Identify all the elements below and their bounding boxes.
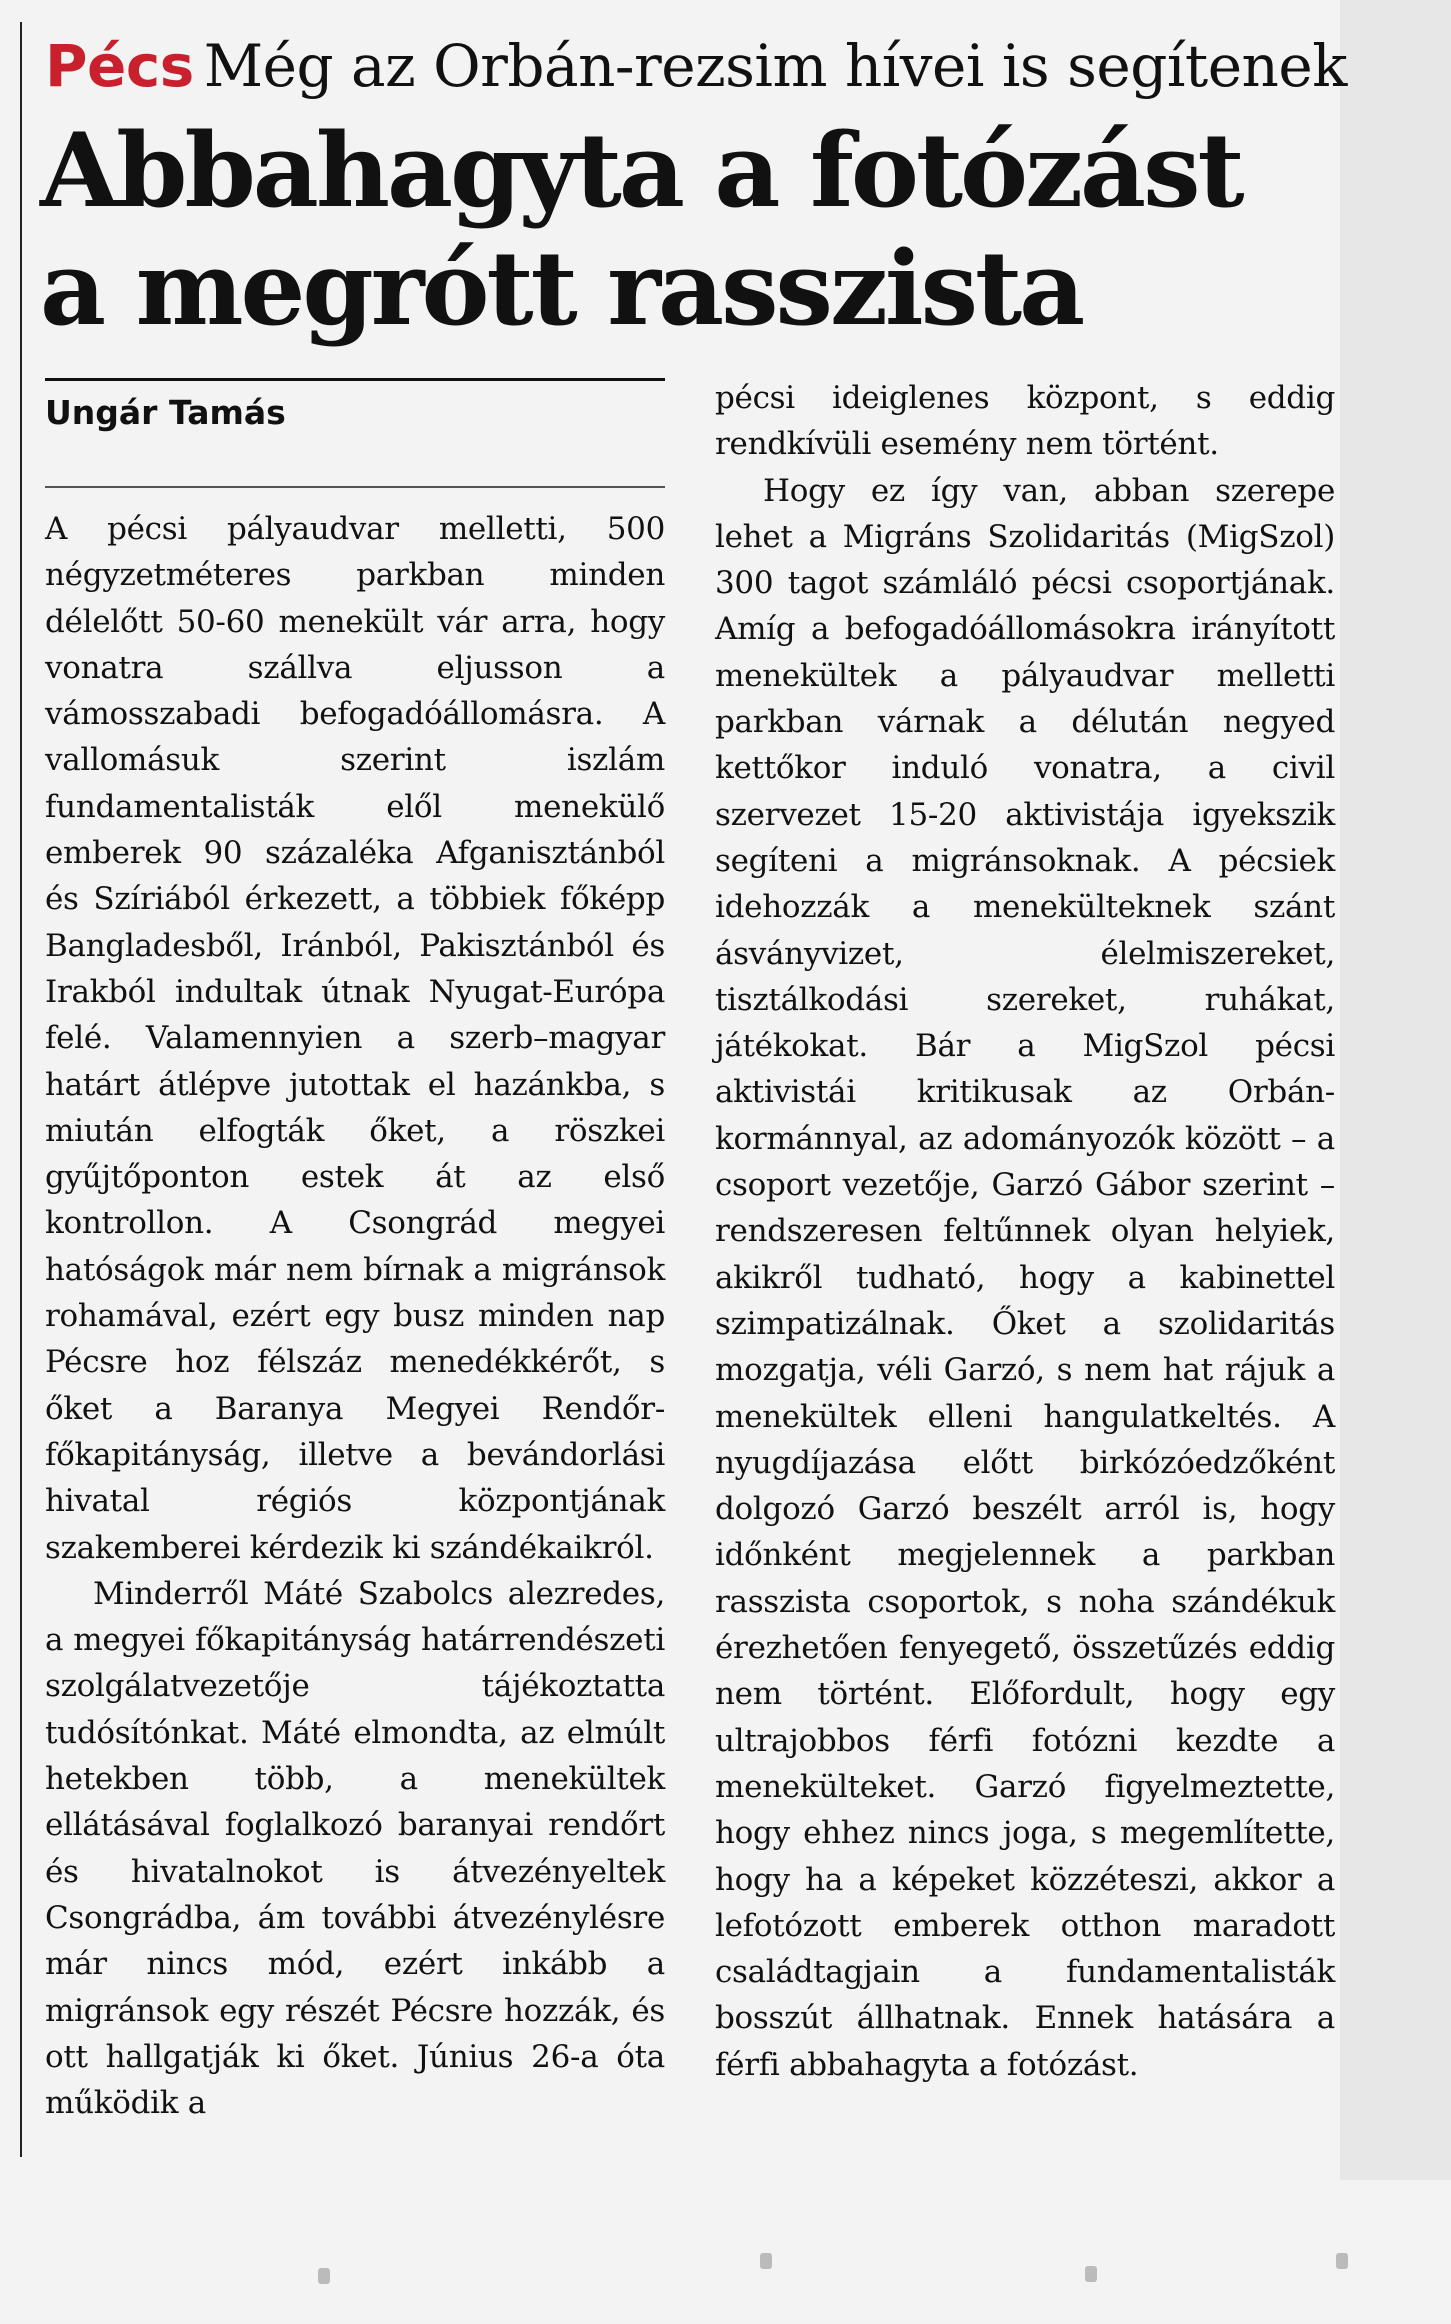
scan-speck [318, 2268, 330, 2284]
author-byline: Ungár Tamás [45, 393, 286, 432]
article-headline: Abbahagyta a fotózást a megrótt rasszista [40, 111, 1242, 349]
paragraph: A pécsi pályaudvar melletti, 500 négyzetméteres parkban minden délelőtt 50-60 menekült vár arra, hogy vonatra szállva eljusson a vámosszabadi befogadóállomásra. A vallomásuk szerint iszlám fundamentalisták elől menekülő emberek 90 százaléka Afganisztánból és Szíriából érkezett, a többiek főképp Bangladesből, Iránból, Pakisztánból és Irakból indultak útnak Nyugat-Európa felé. Valamennyien a szerb–magyar határt átlépve jutottak el hazánkba, s miután elfogták őket, a röszkei gyűjtőponton estek át az első kontrollon. A Csongrád megyei hatóságok már nem bírnak a migránsok rohamával, ezért egy busz minden nap Pécsre hoz félszáz menedékkérőt, s őket a Baranya Megyei Rendőr-főkapitányság, illetve a bevándorlási hivatal régiós központjának szakemberei kérdezik ki szándékaikról. [45, 511, 665, 1566]
column-rule-left [20, 22, 22, 2157]
scan-speck [1085, 2266, 1097, 2282]
scan-speck [760, 2253, 772, 2269]
scan-speck [1336, 2253, 1348, 2269]
byline-bottom-rule [45, 486, 665, 488]
article-kicker [45, 28, 1347, 104]
paragraph: pécsi ideiglenes központ, s eddig rendkívüli esemény nem történt. [715, 380, 1335, 463]
kicker-place: Pécs [45, 32, 194, 100]
paragraph: Hogy ez így van, abban szerepe lehet a Migráns Szolidaritás (MigSzol) 300 tagot számláló pécsi csoportjának. Amíg a befogadóállomásokra irányított menekültek a pályaudvar melletti parkban várnak a délután negyed kettőkor induló vonatra, a civil szervezet 15-20 aktivistája igyekszik segíteni a migránsoknak. A pécsiek idehozzák a menekülteknek szánt ásványvizet, élelmiszereket, tisztálkodási szereket, ruhákat, játékokat. Bár a MigSzol pécsi aktivistái kritikusak az Orbán-kormánnyal, az adományozók között – a csoport vezetője, Garzó Gábor szerint – rendszeresen feltűnnek olyan helyiek, akikről tudható, hogy a kabinettel szimpatizálnak. Őket a szolidaritás mozgatja, véli Garzó, s nem hat rájuk a menekültek elleni hangulatkeltés. A nyugdíjazása előtt birkózóedzőként dolgozó Garzó beszélt arról is, hogy időnként megjelennek a parkban rasszista csoportok, s noha szándékuk érezhetően fenyegető, összetűzés eddig nem történt. Előfordult, hogy egy ultrajobbos férfi fotózni kezdte a menekülteket. Garzó figyelmeztette, hogy ehhez nincs joga, s megemlítette, hogy ha a képeket közzéteszi, akkor a lefotózott emberek otthon maradott családtagjain a fundamentalisták bosszút állhatnak. Ennek hatására a férfi abbahagyta a fotózást. [715, 472, 1335, 2083]
byline-top-rule [45, 378, 665, 381]
article-column-right [715, 375, 1335, 2088]
kicker-subtitle: Még az Orbán-rezsim hívei is segítenek [203, 32, 1347, 100]
paragraph: Minderről Máté Szabolcs alezredes, a megyei főkapitányság határrendészeti szolgálatvezetője tájékoztatta tudósítónkat. Máté elmondta, az elmúlt hetekben több, a menekültek ellátásával foglalkozó baranyai rendőrt és hivatalnokot is átvezényeltek Csongrádba, ám további átvezénylésre már nincs mód, ezért inkább a migránsok egy részét Pécsre hozzák, és ott hallgatják ki őket. Június 26-a óta működik a [45, 1575, 665, 2122]
adjacent-page-shadow [1340, 0, 1451, 2180]
article-column-left [45, 506, 665, 2126]
